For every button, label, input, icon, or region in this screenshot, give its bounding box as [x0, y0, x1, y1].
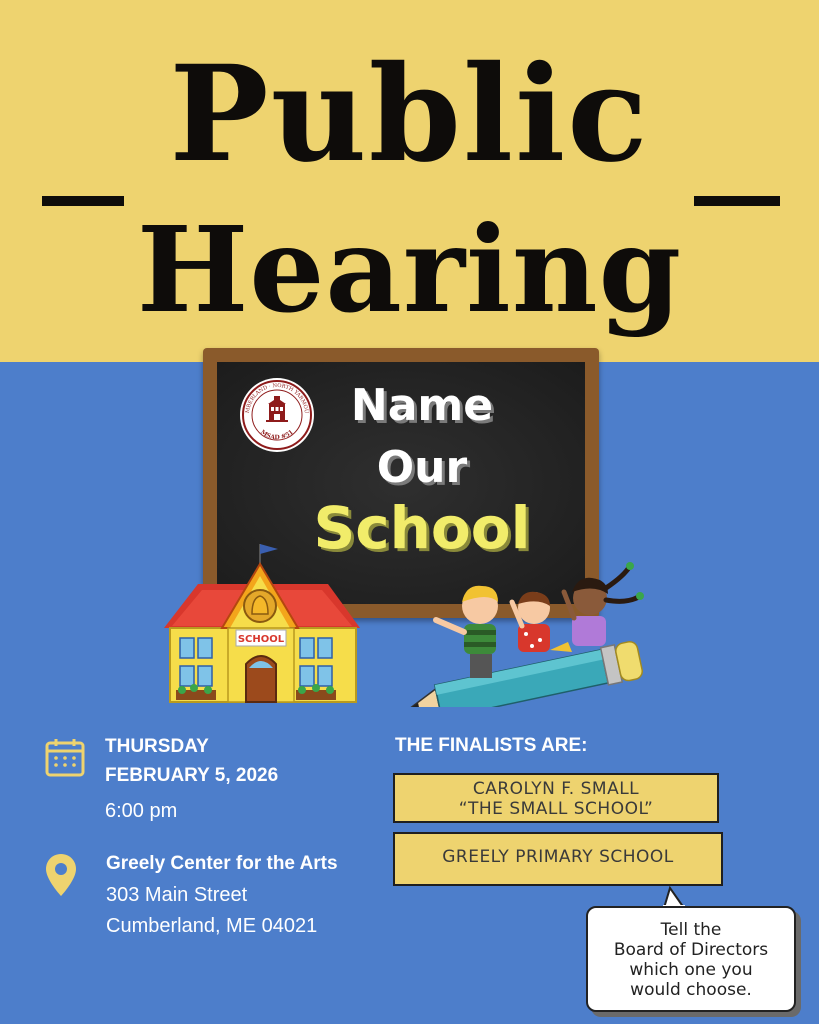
chalk-line-name: Name [350, 380, 494, 431]
event-date: FEBRUARY 5, 2026 [105, 765, 279, 786]
callout-bubble [586, 906, 796, 1012]
chalk-line-school: School [313, 494, 531, 562]
callout-line2: Board of Directors [613, 940, 769, 960]
event-day: THURSDAY [105, 736, 209, 757]
location-pin-icon [44, 852, 78, 898]
finalist-option-2: GREELY PRIMARY SCHOOL [393, 832, 723, 886]
kids-on-pencil-illustration [400, 562, 650, 707]
venue-name: Greely Center for the Arts [106, 853, 338, 874]
district-seal-icon [240, 378, 314, 452]
title-public: Public [169, 37, 650, 192]
seal-bottom-text: MSAD #51 [259, 428, 295, 442]
finalist-option-1-line1: CAROLYN F. SMALL [472, 779, 640, 799]
schoolhouse-illustration [160, 540, 365, 708]
venue-city: Cumberland, ME 04021 [106, 915, 318, 937]
seal-top-text: MBERLAND · NORTH YARMOU [244, 382, 310, 414]
chalk-line-our: Our [376, 442, 468, 493]
finalist-option-1 [393, 773, 719, 823]
callout-line1: Tell the [660, 920, 722, 940]
callout-line3: which one you [629, 960, 753, 980]
finalists-heading: THE FINALISTS ARE: [395, 735, 588, 756]
event-time: 6:00 pm [105, 800, 178, 822]
calendar-icon [45, 737, 85, 777]
callout-line4: would choose. [630, 980, 752, 1000]
venue-street: 303 Main Street [106, 884, 248, 906]
schoolhouse-sign: SCHOOL [237, 634, 285, 645]
district-seal [240, 378, 314, 452]
title-hearing: Hearing [136, 200, 683, 339]
finalist-option-1-line2: “THE SMALL SCHOOL” [458, 799, 654, 819]
